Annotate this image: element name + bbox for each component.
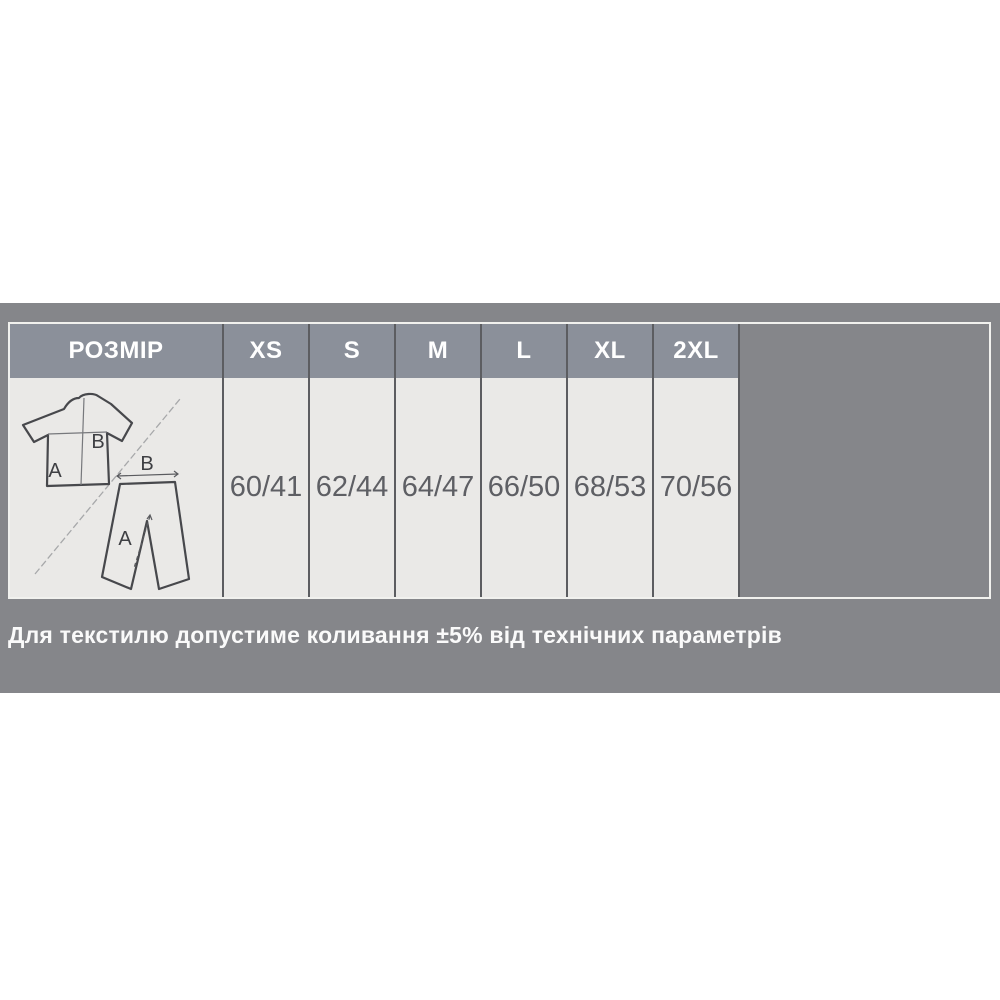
column-2xl <box>654 324 740 597</box>
shirt-measure-a-label: A <box>48 460 62 482</box>
pants-icon <box>102 453 189 589</box>
size-header-label: РОЗМІР <box>10 324 222 378</box>
size-header: S <box>310 324 394 378</box>
size-header: XL <box>568 324 652 378</box>
size-header: 2XL <box>654 324 738 378</box>
size-value: 66/50 <box>482 378 566 597</box>
column-s <box>310 324 396 597</box>
column-l <box>482 324 568 597</box>
tolerance-note: Для текстилю допустиме коливання ±5% від технічних параметрів <box>8 622 782 648</box>
shirt-measure-b-label: B <box>91 431 105 453</box>
pants-measure-a-label: A <box>118 528 132 550</box>
garment-diagram <box>10 378 222 597</box>
size-value: 70/56 <box>654 378 738 597</box>
table-empty-filler <box>740 324 989 597</box>
size-value: 64/47 <box>396 378 480 597</box>
size-header: L <box>482 324 566 378</box>
column-xl <box>568 324 654 597</box>
tshirt-icon <box>23 394 132 486</box>
size-value: 62/44 <box>310 378 394 597</box>
size-chart-table <box>8 322 991 599</box>
size-value: 60/41 <box>224 378 308 597</box>
column-size-label <box>10 324 224 597</box>
size-header: XS <box>224 324 308 378</box>
size-header: M <box>396 324 480 378</box>
column-m <box>396 324 482 597</box>
column-xs <box>224 324 310 597</box>
garment-diagram-cell <box>10 378 222 597</box>
size-value: 68/53 <box>568 378 652 597</box>
pants-measure-b-label: B <box>140 453 154 475</box>
